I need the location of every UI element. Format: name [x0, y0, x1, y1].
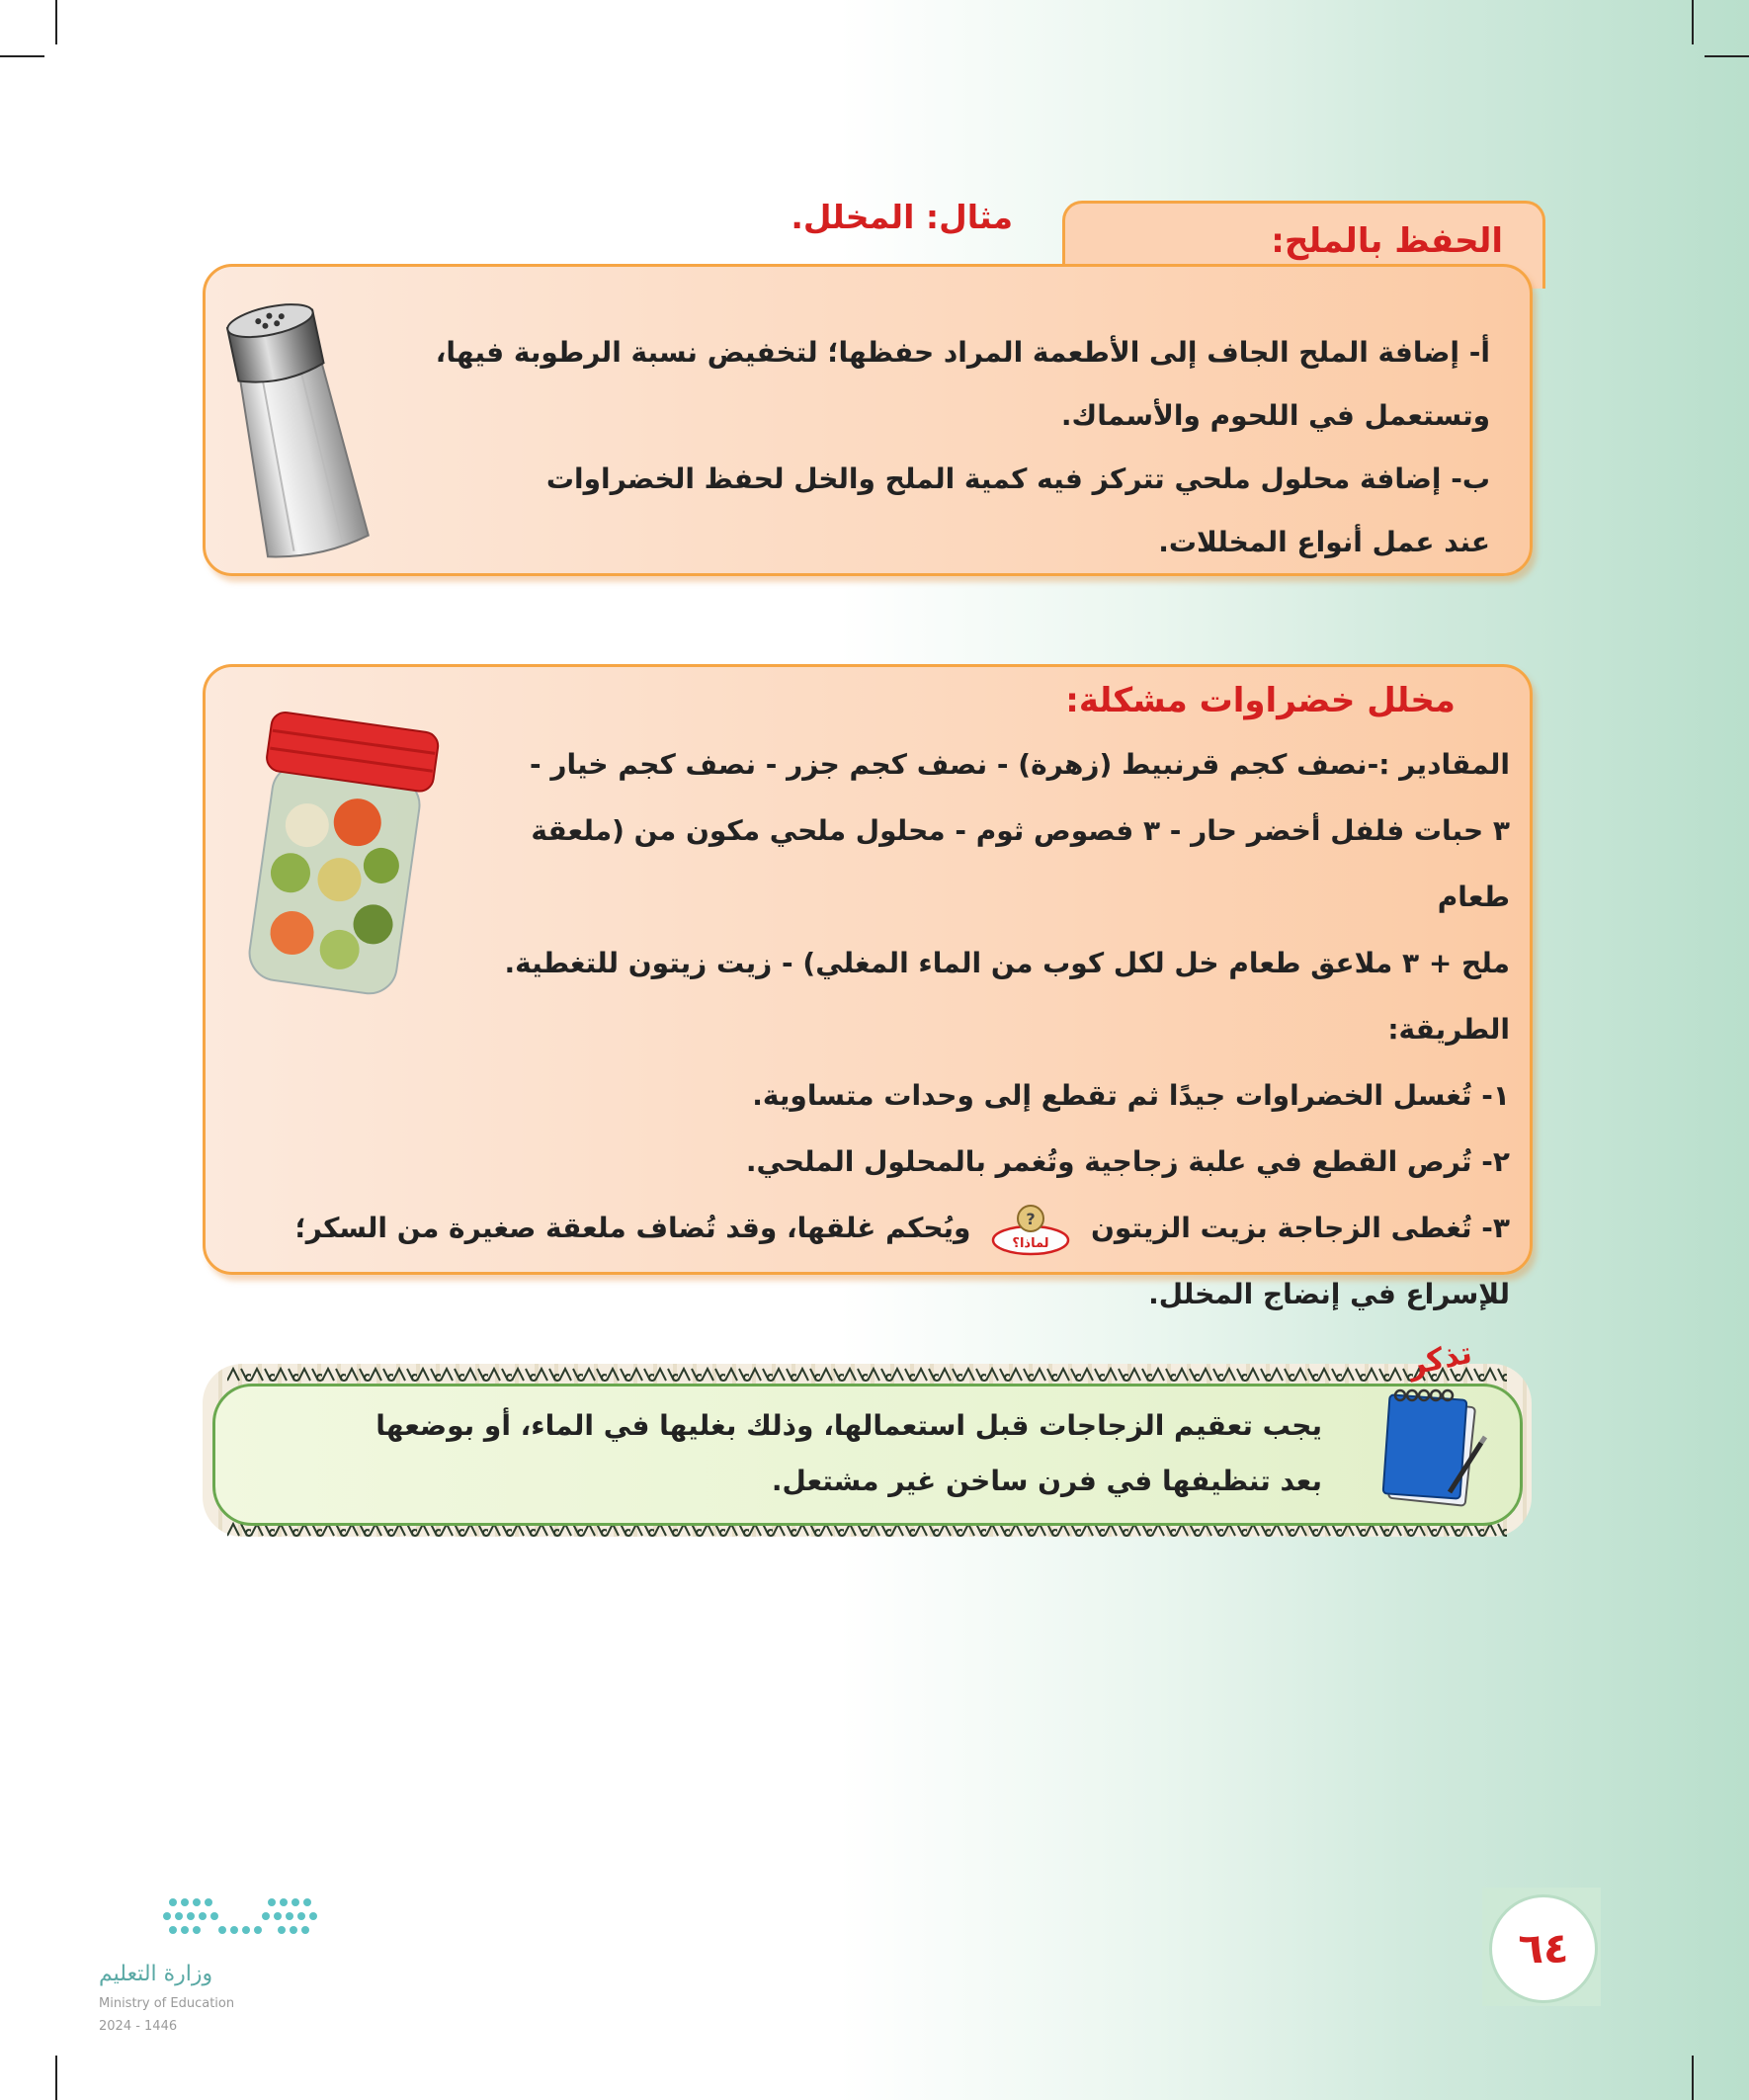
ingredients-line-1: المقادير :-نصف كجم قرنبيط (زهرة) - نصف كجم جزر - نصف كجم خيار - — [529, 748, 1510, 781]
notepad-icon — [1378, 1386, 1492, 1514]
reminder-label: تذكر — [1405, 1335, 1475, 1384]
crop-mark — [55, 0, 57, 44]
ministry-logo-icon — [94, 1892, 331, 1962]
salt-line-3: ب- إضافة محلول ملحي تتركز فيه كمية الملح والخل لحفظ الخضراوات — [545, 462, 1490, 495]
ministry-name-arabic: وزارة التعليم — [99, 1962, 213, 1986]
salt-section-text — [393, 321, 1490, 574]
salt-line-4: عند عمل أنواع المخللات. — [1158, 526, 1490, 558]
page-number: ٦٤ — [1489, 1894, 1598, 2003]
salt-line-2: وتستعمل في اللحوم والأسماك. — [1060, 399, 1490, 432]
why-label: لماذا؟ — [1012, 1236, 1049, 1251]
method-heading: الطريقة: — [1387, 1013, 1510, 1046]
svg-text:?: ? — [1026, 1210, 1036, 1228]
ingredients-line-2: ٣ حبات فلفل أخضر حار - ٣ فصوص ثوم - محلول ملحي مكون من (ملعقة طعام — [531, 814, 1510, 913]
pickle-jar-image — [234, 712, 447, 998]
salt-section-box — [203, 264, 1533, 576]
why-question-badge[interactable] — [990, 1203, 1071, 1256]
ministry-year: 2024 - 1446 — [99, 2019, 178, 2034]
pickle-section-title: مخلل خضراوات مشكلة: — [1065, 681, 1456, 720]
step-2: ٢- تُرص القطع في علبة زجاجية وتُغمر بالمحلول الملحي. — [745, 1145, 1510, 1178]
salt-section-title: الحفظ بالملح: — [1271, 221, 1503, 261]
salt-line-1: أ- إضافة الملح الجاف إلى الأطعمة المراد حفظها؛ لتخفيض نسبة الرطوبة فيها، — [435, 336, 1490, 369]
reminder-pattern-top — [227, 1367, 1507, 1383]
ministry-name-english: Ministry of Education — [99, 1996, 235, 2011]
crop-mark — [1692, 2056, 1694, 2100]
crop-mark — [55, 2056, 57, 2100]
salt-shaker-image — [215, 296, 374, 568]
step-3 — [225, 1195, 1510, 1261]
question-icon — [990, 1203, 1071, 1256]
step-3-part-a: ٣- تُغطى الزجاجة بزيت الزيتون — [1090, 1212, 1510, 1244]
crop-mark — [1705, 55, 1749, 57]
reminder-line-1: يجب تعقيم الزجاجات قبل استعمالها، وذلك بغليها في الماء، أو بوضعها — [375, 1409, 1322, 1442]
crop-mark — [1692, 0, 1694, 44]
reminder-line-2: بعد تنظيفها في فرن ساخن غير مشتعل. — [771, 1465, 1322, 1497]
example-title: مثال: المخلل. — [791, 198, 1013, 236]
step-1: ١- تُغسل الخضراوات جيدًا ثم تقطع إلى وحدات متساوية. — [752, 1079, 1510, 1112]
ingredients-line-3: ملح + ٣ ملاعق طعام خل لكل كوب من الماء المغلي) - زيت زيتون للتغطية. — [504, 947, 1510, 979]
reminder-text — [285, 1398, 1322, 1509]
step-3-continued: للإسراع في إنضاج المخلل. — [1148, 1278, 1510, 1310]
crop-mark — [0, 55, 44, 57]
reminder-box — [212, 1384, 1523, 1526]
step-3-part-b: ويُحكم غلقها، وقد تُضاف ملعقة صغيرة من السكر؛ — [294, 1212, 971, 1244]
